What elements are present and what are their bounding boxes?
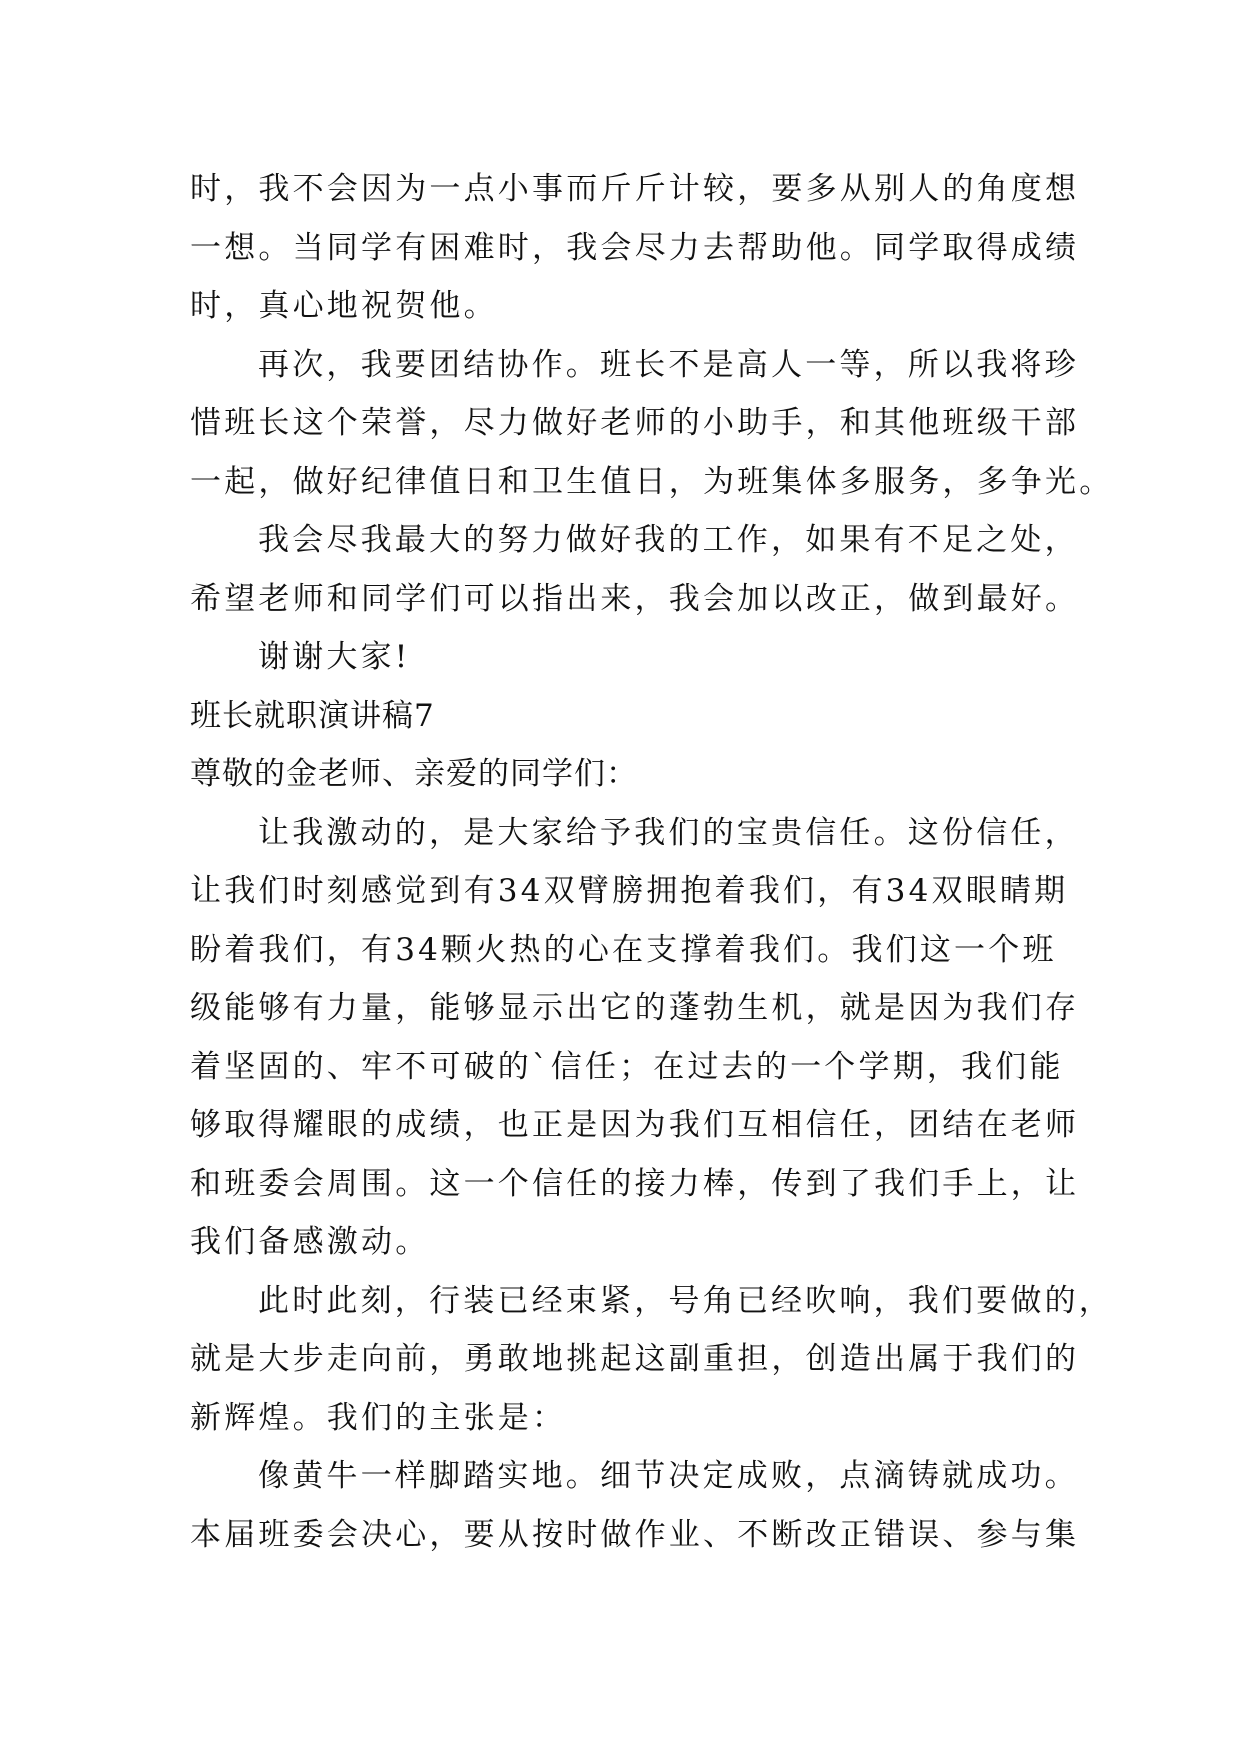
paragraph <box>190 1272 1113 1448</box>
text-line: 像黄牛一样脚踏实地。细节决定成败，点滴铸就成功。 <box>258 1458 1079 1494</box>
section-title: 班长就职演讲稿7 <box>190 697 435 734</box>
paragraph <box>190 1447 1080 1564</box>
text-line: 时，我不会因为一点小事而斤斤计较，要多从别人的角度想 <box>190 171 1080 207</box>
text-line: 级能够有力量，能够显示出它的蓬勃生机，就是因为我们存 <box>190 990 1080 1026</box>
paragraph <box>190 804 1080 1272</box>
text-line: 着坚固的、牢不可破的`信任；在过去的一个学期，我们能 <box>190 1048 1064 1085</box>
paragraph <box>190 336 1114 512</box>
text-line: 让我们时刻感觉到有34双臂膀拥抱着我们，有34双眼睛期 <box>190 873 1069 909</box>
text-line: 和班委会周围。这一个信任的接力棒，传到了我们手上，让 <box>190 1165 1080 1202</box>
text-line: 够取得耀眼的成绩，也正是因为我们互相信任，团结在老师 <box>190 1107 1080 1143</box>
text-line: 一想。当同学有困难时，我会尽力去帮助他。同学取得成绩 <box>190 229 1080 266</box>
paragraph <box>190 160 1080 336</box>
text-line: 盼着我们，有34颗火热的心在支撑着我们。我们这一个班 <box>190 931 1057 968</box>
text-line: 惜班长这个荣誉，尽力做好老师的小助手，和其他班级干部 <box>190 405 1080 441</box>
text-line: 让我激动的，是大家给予我们的宝贵信任。这份信任， <box>258 814 1079 851</box>
text-line: 希望老师和同学们可以指出来，我会加以改正，做到最好。 <box>190 580 1080 617</box>
paragraph <box>190 628 1070 687</box>
text-line: 再次，我要团结协作。班长不是高人一等，所以我将珍 <box>258 346 1079 383</box>
text-line: 时，真心地祝贺他。 <box>190 288 498 324</box>
text-line: 此时此刻，行装已经束紧，号角已经吹响，我们要做的， <box>258 1282 1113 1319</box>
text-line: 我们备感激动。 <box>190 1224 430 1260</box>
text-line: 谢谢大家! <box>258 639 411 675</box>
paragraph <box>190 511 1080 628</box>
salutation: 尊敬的金老师、亲爱的同学们： <box>190 756 638 792</box>
text-line: 就是大步走向前，勇敢地挑起这副重担，创造出属于我们的 <box>190 1341 1080 1377</box>
text-line: 我会尽我最大的努力做好我的工作，如果有不足之处， <box>258 522 1079 558</box>
text-line: 一起，做好纪律值日和卫生值日，为班集体多服务，多争光。 <box>190 463 1114 500</box>
document-body <box>190 160 1114 1564</box>
text-line: 新辉煌。我们的主张是： <box>190 1399 567 1436</box>
text-line: 本届班委会决心，要从按时做作业、不断改正错误、参与集 <box>190 1516 1080 1553</box>
